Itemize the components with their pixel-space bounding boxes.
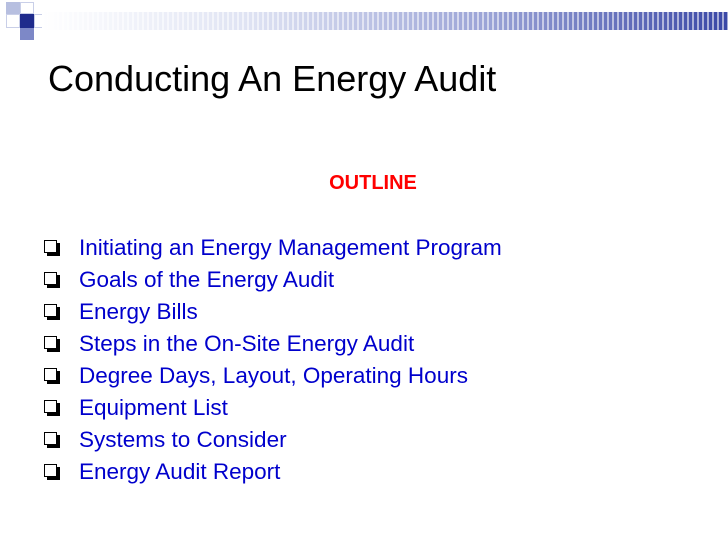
deco-square [20,2,34,14]
list-item [44,424,502,456]
bullet-text: Energy Bills [79,299,198,324]
list-item [44,296,502,328]
bullet-list [44,232,502,488]
hollow-square-bullet-icon [44,464,60,480]
deco-square [20,28,34,40]
hollow-square-bullet-icon [44,304,60,320]
bullet-text: Degree Days, Layout, Operating Hours [79,363,468,388]
bullet-text: Equipment List [79,395,228,420]
list-item [44,392,502,424]
bullet-text: Goals of the Energy Audit [79,267,335,292]
deco-square [6,14,20,28]
list-item [44,456,502,488]
decorative-top-bar [42,12,728,30]
hollow-square-bullet-icon [44,400,60,416]
list-item [44,360,502,392]
bullet-text: Systems to Consider [79,427,287,452]
hollow-square-bullet-icon [44,368,60,384]
list-item [44,232,502,264]
list-item [44,328,502,360]
bullet-text: Initiating an Energy Management Program [79,235,502,260]
outline-heading: OUTLINE [329,172,417,194]
hollow-square-bullet-icon [44,272,60,288]
hollow-square-bullet-icon [44,336,60,352]
hollow-square-bullet-icon [44,432,60,448]
list-item [44,264,502,296]
hollow-square-bullet-icon [44,240,60,256]
slide-title: Conducting An Energy Audit [48,58,497,99]
deco-square [20,14,34,28]
bullet-text: Steps in the On-Site Energy Audit [79,331,415,356]
deco-square [6,2,20,14]
bullet-text: Energy Audit Report [79,459,281,484]
